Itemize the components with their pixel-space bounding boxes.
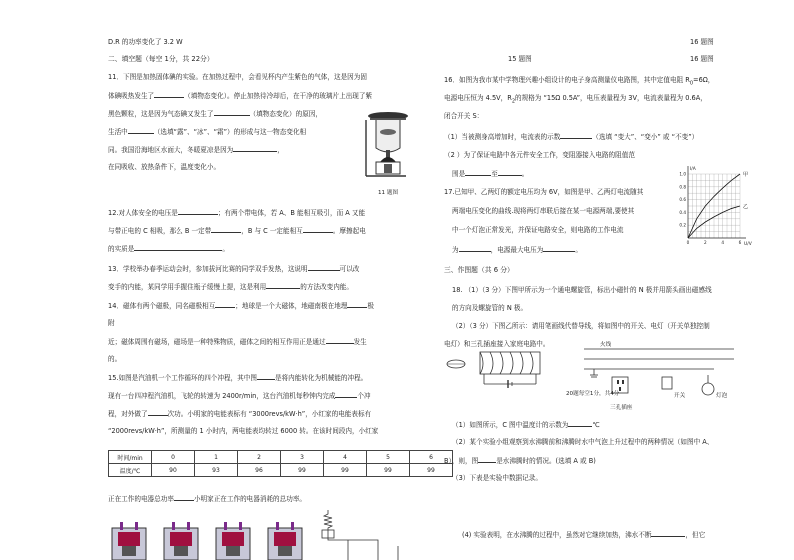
table-row-label: 时间/min	[109, 451, 152, 464]
table-cell: 4	[324, 451, 367, 464]
engine-stroke-2	[164, 522, 198, 560]
q15-line3: 程，对外做了 次功。小明家的电能表标有 “3000revs/kW·h”，小红家的电能表标有	[108, 410, 372, 418]
iu-curve-chart	[672, 160, 758, 248]
q18-line4: 电灯）和三孔插座接入家庭电路中。	[444, 340, 550, 348]
q14-line2: 附	[108, 319, 115, 327]
q11-line4: 生活中 （选填“露”、“冰”、“霜”）的形成与这一物态变化相	[108, 128, 307, 136]
q11-line5: 同。我国沿海地区水面大，冬暖夏凉是因为 ，	[108, 146, 284, 154]
q20-header: 20题每空1分，共4分	[566, 391, 620, 397]
q20-part4: (4) 实验表明，在水沸腾的过程中，虽然对它继续加热，沸水不断 ，但它	[462, 531, 706, 539]
q11-line2: 体碘吸热发生了 （填物态变化）。停止加热待冷却后，在干净的玻璃片上出现了紫	[108, 92, 373, 100]
lamp-label: 灯泡	[716, 393, 728, 399]
section-fill-blank: 二、填空题（每空 1分，共 22分）	[108, 55, 214, 63]
q14-line1: 14．磁体有两个磁极，同名磁极相互 ；地球是一个大磁体，地磁南极在地理 极	[108, 302, 374, 310]
q13-line2: 变手的内能，某同学用手握住瓶子缓慢上提，这是利用 的方法改变内能。	[108, 283, 353, 291]
table-row	[109, 451, 453, 464]
table-cell: 3	[281, 451, 324, 464]
y-tick-label: 0.4	[679, 209, 686, 215]
q11-line1: 11．下图是加热固体碘的实验。在加热过程中，会看见杯内产生紫色的气体，这是因为固	[108, 73, 367, 81]
q20-part2: （2）某个实验小组观察到水沸腾前和沸腾时水中气泡上升过程中的两种情况（如图中 A、	[452, 438, 714, 446]
q17-line3: 中一个灯泡正常发光，并保证电路安全，则电路的工作电流	[452, 226, 624, 234]
y-axis-label: I/A	[690, 167, 696, 172]
engine-strokes-figure	[108, 520, 313, 560]
q12-line2: 与带正电的 C 相吸，那么 B 一定带 ，B 与 C 一定能相互 。摩擦起电	[108, 227, 366, 235]
y-tick-label: 0.8	[679, 184, 686, 190]
table-cell: 99	[324, 464, 367, 477]
q18-line2: 的方向及螺旋管的 N 极。	[452, 304, 528, 312]
engine-stroke-3	[216, 522, 250, 560]
q17-line2: 两端电压变化的曲线.现将两灯串联后接在某一电源两端,要使其	[452, 207, 635, 215]
table-cell: 99	[410, 464, 453, 477]
q11-line6: 在同吸收、放热条件下，温度变化小。	[108, 163, 221, 171]
series-label: 乙	[743, 204, 749, 210]
q13-line1: 13．学校举办春季运动会时，参加拔河比赛的同学双手发热，这说明 可以改	[108, 265, 360, 273]
solenoid-figure	[444, 338, 574, 388]
y-tick-label: 0.2	[679, 222, 686, 228]
q16-part1: （1）当被测身高增加时，电流表的示数 （选填 “变大”、“变小” 或 “不变”）	[444, 133, 699, 141]
engine-stroke-4	[268, 522, 302, 560]
q16-part2: （2 ）为了保证电路中各元件安全工作，变阻器接入电路的阻值范	[444, 151, 635, 159]
q16-line2: 电源电压恒为 4.5V，$R_2$的规格为 “15Ω 0.5A”，电压表量程为 3V，电流表量程为 0.6A，	[444, 94, 707, 105]
q14-line3: 近；磁体周围有磁场，磁场是一种特殊物质，磁体之间的相互作用正是通过 发生	[108, 338, 367, 346]
x-tick-label: 2	[703, 240, 707, 245]
q20-part1: （1）如图所示，C 图中温度计的示数为 ℃	[452, 421, 600, 429]
series-label: 甲	[743, 172, 749, 178]
x-tick-label: 4	[721, 240, 725, 245]
q16-line3: 闭合开关 S：	[444, 112, 484, 120]
circuit-figure-bottom	[318, 510, 408, 560]
iu-curve-svg	[672, 160, 758, 248]
table-cell: 99	[281, 464, 324, 477]
q16-figure-label: 16 题图	[690, 55, 714, 63]
q12-line3: 的实质是 。	[108, 245, 229, 253]
q15-line1: 15.如图是汽油机一个工作循环的四个冲程，其中图 是将内能转化为机械能的冲程。	[108, 374, 368, 382]
q11-line3: 黑色颗粒，这是因为气态碘又发生了 （填物态变化）的原因，	[108, 110, 323, 118]
iodine-heating-figure	[362, 106, 420, 188]
table-cell: 1	[195, 451, 238, 464]
q16-part2-range: 围是 至 。	[452, 170, 529, 178]
q17-line1: 17.已知甲、乙两灯的额定电压均为 6V，如图是甲、乙两灯电流随其	[444, 188, 644, 196]
q15-figure-label: 15 题图	[508, 55, 532, 63]
table-row-label: 温度/℃	[109, 464, 152, 477]
q20-part3: （3）下表是实验中数据记录。	[452, 474, 542, 482]
table-cell: 90	[152, 464, 195, 477]
q14-line4: 的。	[108, 355, 122, 363]
table-cell: 96	[238, 464, 281, 477]
q16-figure-label-top: 16 题图	[690, 38, 714, 46]
table-cell: 0	[152, 451, 195, 464]
table-cell: 5	[367, 451, 410, 464]
y-tick-label: 1.0	[679, 171, 686, 177]
q11-figure-caption: 11 题图	[378, 190, 399, 196]
switch-label: 开关	[674, 393, 686, 399]
q12-line1: 12.对人体安全的电压是 ；有两个带电体，若 A、B 能相互吸引，而 A 又能	[108, 209, 366, 217]
x-tick-label: 0	[686, 240, 690, 245]
x-axis-label: U/V	[744, 242, 752, 247]
section-drawing: 三、作图题（共 6 分）	[444, 266, 514, 274]
x-tick-label: 6	[738, 240, 742, 245]
q15-tail: 正在工作的电器总功率 小明家正在工作的电器消耗的总功率。	[108, 495, 307, 503]
q18-line1: 18. （1）（3 分）下图甲所示为一个通电螺旋管，标出小磁针的 N 极并用箭头画出磁感线	[452, 286, 712, 294]
table-cell: 2	[238, 451, 281, 464]
q16-line1: 16．如图为我市某中学物理兴趣小组设计的电子身高测量仪电路图，其中定值电阻 $R_0=6\Omega$，	[444, 76, 715, 87]
fire-wire-label: 火线	[600, 342, 612, 348]
q20-part2b: B），则，图 是水沸腾时的情况。(选填 A 或 B)	[444, 457, 596, 465]
q10-tail: D.R 的功率变化了 3.2 W	[108, 38, 183, 46]
y-tick-label: 0.6	[679, 197, 686, 203]
q18-line3: （2）（3 分）下图乙所示：请用笔画线代替导线，将如图中的开关、电灯（开关单独控制	[452, 322, 710, 330]
q17-line4: 为 ，电源最大电压为 。	[452, 246, 582, 254]
table-cell: 99	[367, 464, 410, 477]
table-cell: 93	[195, 464, 238, 477]
table-row	[109, 464, 453, 477]
socket-label: 三孔插座	[610, 405, 633, 411]
q15-line2: 现有一台四冲程汽油机，飞轮的转速为 2400r/min，这台汽油机每秒钟内完成 个冲	[108, 392, 371, 400]
q15-line4: “2000revs/kW·h”，所测量的 1 小时内，两电能表均转过 6000 转。在该时间段内，小红家	[108, 427, 379, 435]
temperature-table	[108, 450, 453, 477]
engine-stroke-1	[112, 522, 146, 560]
table-cell: 6	[410, 451, 453, 464]
